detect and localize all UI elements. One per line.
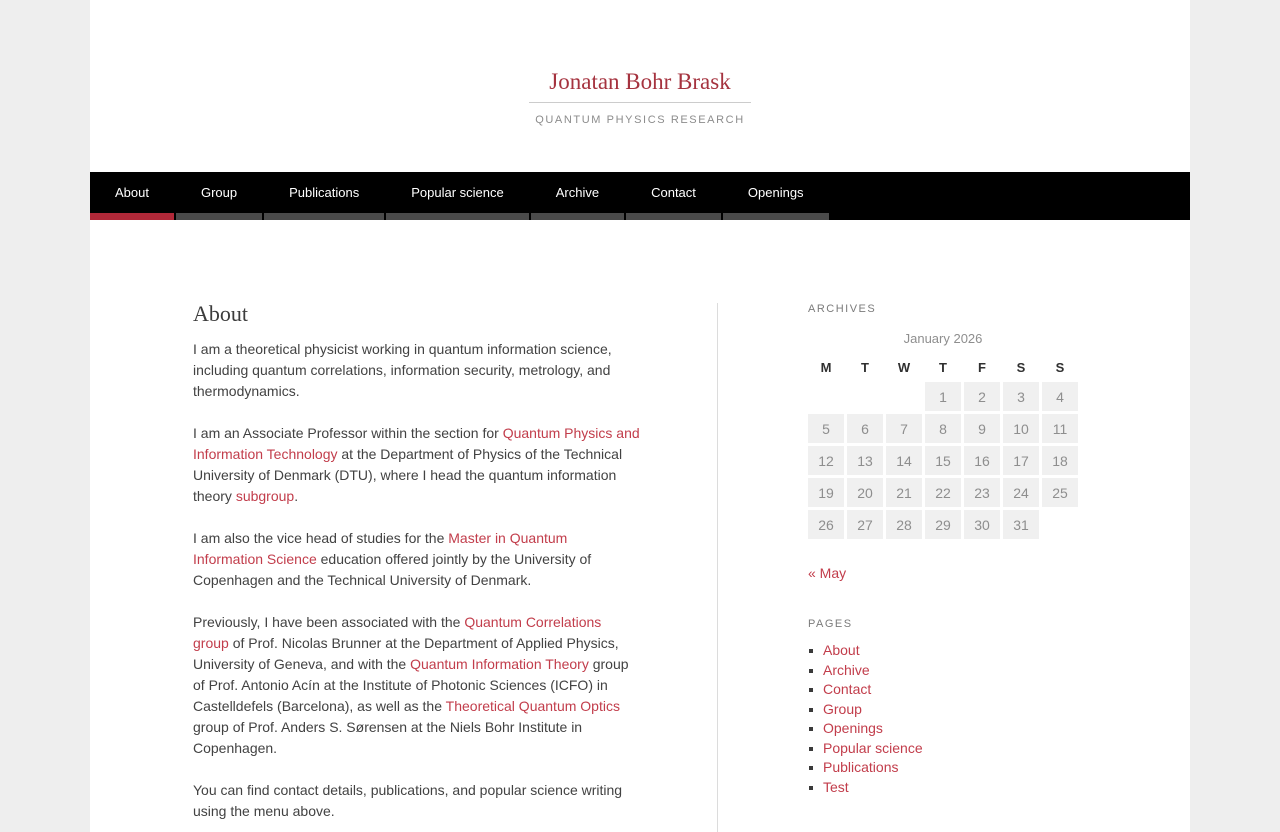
main-nav — [90, 172, 1190, 220]
list-item — [808, 778, 1190, 798]
site-title — [90, 70, 1190, 103]
calendar-day: 25 — [1042, 478, 1078, 507]
calendar-day-header: S — [1055, 359, 1065, 375]
pages-link-openings[interactable]: Openings — [823, 720, 883, 736]
text-run: Previously, I have been associated with the — [193, 614, 465, 631]
text-run: of Prof. Nicolas Brunner at the Department of Applied Physics, University of Geneva, and with the — [193, 635, 619, 673]
paragraph-previous-positions — [193, 612, 640, 759]
link-subgroup[interactable]: subgroup — [235, 488, 295, 505]
text-run: group of Prof. Anders S. Sørensen at the Niels Bohr Institute in Copenhagen. — [193, 719, 583, 757]
pages-link-group[interactable]: Group — [823, 700, 862, 717]
calendar-day: 12 — [808, 446, 844, 475]
text-run: You can find contact details, publications, and popular science writing using the menu above. — [193, 782, 623, 820]
calendar-day: 10 — [1003, 414, 1039, 443]
calendar-day-header: W — [897, 359, 911, 375]
list-item — [808, 680, 1190, 700]
calendar-day: 27 — [847, 510, 883, 539]
list-item — [808, 719, 1190, 739]
calendar-day: 16 — [964, 446, 1000, 475]
list-item — [808, 758, 1190, 778]
calendar-day: 17 — [1003, 446, 1039, 475]
calendar-day-header: T — [939, 359, 947, 375]
paragraph-studies — [193, 528, 640, 591]
calendar-day: 22 — [925, 478, 961, 507]
pages-link-contact[interactable]: Contact — [823, 681, 872, 697]
paragraph-intro — [193, 339, 640, 402]
list-item — [808, 641, 1190, 661]
nav-item-openings[interactable]: Openings — [723, 172, 829, 220]
calendar-day-empty — [886, 382, 922, 411]
calendar-day: 24 — [1003, 478, 1039, 507]
link-quantum-physics-and-information-technology[interactable]: Quantum Physics and Information Technology — [193, 425, 640, 463]
link-quantum-correlations-group[interactable]: Quantum Correlations group — [193, 614, 602, 652]
link-theoretical-quantum-optics[interactable]: Theoretical Quantum Optics — [445, 698, 620, 715]
pages-link-publications[interactable]: Publications — [823, 759, 899, 775]
calendar-day: 5 — [808, 414, 844, 443]
paragraph-position — [193, 423, 640, 507]
calendar-day: 18 — [1042, 446, 1078, 475]
pages-list — [808, 641, 1190, 797]
text-run: I am also the vice head of studies for the — [193, 530, 449, 547]
calendar-week — [808, 382, 1078, 411]
calendar-day: 9 — [964, 414, 1000, 443]
calendar-week — [808, 446, 1078, 475]
site-header — [90, 0, 1190, 172]
calendar-day: 19 — [808, 478, 844, 507]
list-item — [808, 739, 1190, 759]
pages-link-test[interactable]: Test — [823, 778, 849, 795]
calendar-week — [808, 478, 1078, 507]
nav-item-archive[interactable]: Archive — [531, 172, 624, 220]
pages-widget — [808, 618, 1190, 797]
calendar-day: 8 — [925, 414, 961, 443]
text-run: at the Department of Physics of the Technical University of Denmark (DTU), where I head the quantum information theory — [193, 446, 623, 505]
link-quantum-information-theory[interactable]: Quantum Information Theory — [410, 656, 589, 673]
text-run: I am an Associate Professor within the section for — [193, 425, 503, 442]
calendar-day: 15 — [925, 446, 961, 475]
content-area — [90, 220, 1190, 832]
calendar-day: 7 — [886, 414, 922, 443]
calendar-day-header: F — [978, 359, 986, 375]
calendar-day-empty — [1042, 510, 1078, 539]
nav-item-group[interactable]: Group — [176, 172, 262, 220]
site-title-link[interactable]: Jonatan Bohr Brask — [529, 70, 750, 103]
nav-item-publications[interactable]: Publications — [264, 172, 384, 220]
calendar-week — [808, 510, 1078, 539]
article — [193, 220, 640, 832]
calendar-day-empty — [847, 382, 883, 411]
paragraph-menu-hint — [193, 780, 640, 822]
nav-item-popular-science[interactable]: Popular science — [386, 172, 529, 220]
calendar-day: 29 — [925, 510, 961, 539]
pages-link-archive[interactable]: Archive — [823, 661, 870, 678]
text-run: . — [294, 488, 299, 505]
calendar-day: 13 — [847, 446, 883, 475]
text-run: education offered jointly by the University of Copenhagen and the Technical University of Denmark. — [193, 551, 592, 589]
nav-item-contact[interactable]: Contact — [626, 172, 721, 220]
list-item — [808, 700, 1190, 720]
pages-heading: PAGES — [808, 618, 853, 630]
archives-widget — [808, 303, 1190, 581]
prev-month-link[interactable]: « May — [808, 565, 847, 581]
pages-link-popular-science[interactable]: Popular science — [823, 739, 923, 756]
calendar-header-row — [808, 355, 1078, 379]
calendar-day-header: S — [1016, 359, 1026, 375]
archives-heading: ARCHIVES — [808, 303, 877, 315]
calendar-day: 30 — [964, 510, 1000, 539]
site-tagline: QUANTUM PHYSICS RESEARCH — [535, 114, 745, 126]
link-master-in-quantum-information-science[interactable]: Master in Quantum Information Science — [193, 530, 568, 568]
calendar-day: 23 — [964, 478, 1000, 507]
calendar-day: 20 — [847, 478, 883, 507]
text-run: I am a theoretical physicist working in quantum information science, including quantum correlations, information security, metrology, and thermodynamics. — [193, 341, 612, 400]
calendar-day: 28 — [886, 510, 922, 539]
sidebar — [717, 303, 1190, 832]
calendar-day: 1 — [925, 382, 961, 411]
calendar-day: 11 — [1042, 414, 1078, 443]
calendar-day: 2 — [964, 382, 1000, 411]
calendar-day: 6 — [847, 414, 883, 443]
calendar-day-header: T — [861, 359, 869, 375]
text-run: group of Prof. Antonio Acín at the Institute of Photonic Sciences (ICFO) in Castelldefels (Barcelona), as well as the — [193, 656, 629, 715]
calendar-day: 3 — [1003, 382, 1039, 411]
prev-month — [808, 565, 1190, 581]
calendar-day: 31 — [1003, 510, 1039, 539]
calendar-day: 4 — [1042, 382, 1078, 411]
calendar-day: 14 — [886, 446, 922, 475]
calendar-day-header: M — [820, 359, 832, 375]
calendar-day: 26 — [808, 510, 844, 539]
page-container — [90, 0, 1190, 832]
list-item — [808, 661, 1190, 681]
calendar — [805, 331, 1081, 542]
nav-item-about[interactable]: About — [90, 172, 174, 220]
calendar-day: 21 — [886, 478, 922, 507]
pages-link-about[interactable]: About — [823, 642, 860, 658]
page-title: About — [193, 301, 248, 326]
calendar-week — [808, 414, 1078, 443]
calendar-caption: January 2026 — [903, 331, 983, 346]
calendar-day-empty — [808, 382, 844, 411]
